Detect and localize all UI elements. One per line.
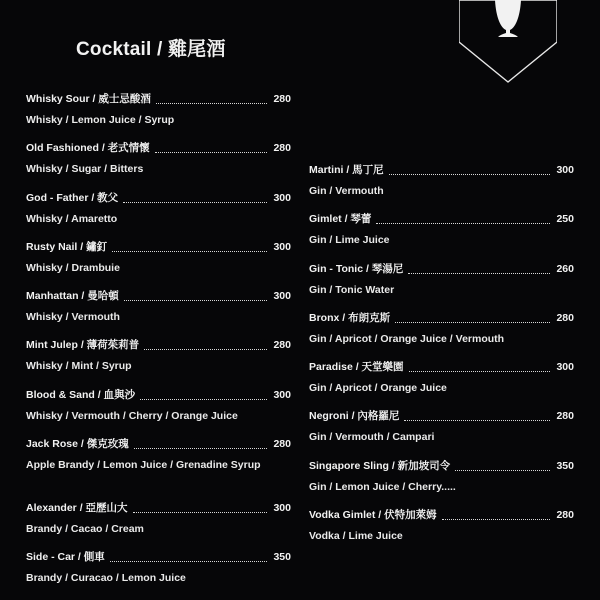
- menu-item-header: [309, 311, 574, 325]
- drink-price: 280: [273, 142, 291, 155]
- menu-item-header: [26, 191, 291, 205]
- drink-price: 350: [273, 551, 291, 564]
- menu-item-header: [26, 240, 291, 254]
- drink-name: God - Father / 教父: [26, 191, 119, 204]
- menu-item: [26, 141, 291, 190]
- menu-item-header: [309, 409, 574, 423]
- dot-leader: [140, 390, 267, 400]
- drink-ingredients: Whisky / Drambuie: [26, 261, 120, 274]
- menu-item-header: [309, 459, 574, 473]
- drink-ingredients: Whisky / Sugar / Bitters: [26, 163, 144, 176]
- menu-item-header: [309, 262, 574, 276]
- menu-item-header: [26, 501, 291, 515]
- dot-leader: [389, 165, 551, 175]
- menu-item: [26, 191, 291, 240]
- menu-item: [309, 409, 574, 458]
- drink-name: Alexander / 亞歷山大: [26, 502, 128, 515]
- drink-ingredients: Whisky / Vermouth / Cherry / Orange Juice: [26, 409, 238, 422]
- dot-leader: [395, 313, 550, 323]
- drink-ingredients: Whisky / Vermouth: [26, 311, 120, 324]
- menu-item: [309, 163, 574, 212]
- menu-item-header: [309, 212, 574, 226]
- menu-item: [26, 240, 291, 289]
- menu-item-header: [26, 338, 291, 352]
- dot-leader: [455, 461, 550, 471]
- drink-price: 280: [273, 93, 291, 105]
- drink-name: Paradise / 天堂樂園: [309, 361, 404, 374]
- drink-ingredients: Whisky / Mint / Syrup: [26, 360, 132, 373]
- right-menu-column: [309, 163, 574, 557]
- dot-leader: [376, 214, 550, 224]
- drink-ingredients: Whisky / Lemon Juice / Syrup: [26, 114, 175, 126]
- dot-leader: [409, 362, 551, 372]
- menu-item-header: [26, 92, 291, 106]
- menu-item: [309, 459, 574, 508]
- menu-item-header: [309, 163, 574, 177]
- menu-item-header: [309, 360, 574, 374]
- drink-ingredients: Brandy / Cacao / Cream: [26, 523, 144, 536]
- drink-name: Side - Car / 側車: [26, 551, 105, 564]
- drink-name: Mint Julep / 薄荷茱莉普: [26, 339, 140, 352]
- drink-ingredients: Gin / Apricot / Orange Juice: [309, 382, 447, 395]
- drink-price: 280: [556, 509, 574, 522]
- drink-price: 300: [556, 164, 574, 176]
- drink-price: 280: [556, 410, 574, 423]
- drink-price: 280: [273, 438, 291, 451]
- drink-name: Manhattan / 曼哈頓: [26, 290, 119, 303]
- menu-item: [26, 338, 291, 387]
- menu-item-header: [26, 289, 291, 303]
- dot-leader: [404, 411, 550, 421]
- dot-leader: [155, 143, 268, 153]
- menu-item: [26, 92, 291, 141]
- dot-leader: [134, 439, 268, 449]
- drink-name: Blood & Sand / 血與沙: [26, 388, 136, 401]
- dot-leader: [408, 264, 550, 274]
- menu-item: [309, 311, 574, 360]
- drink-name: Singapore Sling / 新加坡司令: [309, 459, 451, 472]
- dot-leader: [112, 242, 267, 252]
- menu-item-header: [309, 508, 574, 522]
- drink-price: 300: [273, 240, 291, 253]
- menu-item: [309, 360, 574, 409]
- menu-item: [309, 212, 574, 261]
- drink-name: Negroni / 內格羅尼: [309, 410, 400, 423]
- drink-price: 300: [273, 388, 291, 401]
- dot-leader: [144, 340, 267, 350]
- drink-price: 280: [273, 339, 291, 352]
- menu-item-header: [26, 388, 291, 402]
- cocktail-badge: [459, 0, 557, 84]
- drink-name: Martini / 馬丁尼: [309, 164, 384, 176]
- drink-ingredients: Gin / Apricot / Orange Juice / Vermouth: [309, 332, 505, 345]
- drink-price: 280: [556, 311, 574, 324]
- dot-leader: [123, 193, 267, 203]
- dot-leader: [133, 503, 268, 513]
- drink-ingredients: Brandy / Curacao / Lemon Juice: [26, 572, 186, 585]
- drink-name: Bronx / 布朗克斯: [309, 311, 391, 324]
- drink-ingredients: Gin / Vermouth / Campari: [309, 431, 435, 444]
- dot-leader: [110, 552, 268, 562]
- drink-ingredients: Gin / Tonic Water: [309, 283, 395, 296]
- menu-item: [309, 262, 574, 311]
- drink-ingredients: Gin / Lemon Juice / Cherry.....: [309, 480, 456, 493]
- drink-price: 300: [273, 290, 291, 303]
- drink-price: 260: [556, 262, 574, 275]
- drink-name: Rusty Nail / 鏽釘: [26, 240, 108, 253]
- drink-price: 300: [273, 502, 291, 515]
- drink-ingredients: Apple Brandy / Lemon Juice / Grenadine Syrup: [26, 459, 261, 472]
- drink-name: Gin - Tonic / 琴湯尼: [309, 262, 404, 275]
- menu-item: [26, 550, 291, 599]
- drink-ingredients: Gin / Lime Juice: [309, 234, 390, 247]
- drink-name: Jack Rose / 傑克玫瑰: [26, 438, 129, 451]
- menu-item-header: [26, 437, 291, 451]
- menu-item: [26, 388, 291, 437]
- dot-leader: [442, 510, 551, 520]
- drink-name: Vodka Gimlet / 伏特加萊姆: [309, 509, 437, 522]
- menu-item: [26, 289, 291, 338]
- drink-ingredients: Vodka / Lime Juice: [309, 530, 403, 543]
- drink-name: Whisky Sour / 威士忌酸酒: [26, 93, 151, 105]
- dot-leader: [124, 291, 268, 301]
- dot-leader: [156, 94, 268, 104]
- menu-item-header: [26, 141, 291, 155]
- menu-item: [309, 508, 574, 557]
- drink-ingredients: Whisky / Amaretto: [26, 212, 118, 225]
- drink-name: Gimlet / 琴蕾: [309, 213, 372, 226]
- drink-price: 250: [556, 213, 574, 226]
- drink-price: 300: [556, 361, 574, 374]
- menu-item-header: [26, 550, 291, 564]
- drink-price: 300: [273, 191, 291, 204]
- menu-item: [26, 437, 291, 501]
- page-title: Cocktail / 雞尾酒: [76, 39, 226, 60]
- drink-price: 350: [556, 459, 574, 472]
- drink-name: Old Fashioned / 老式情懷: [26, 142, 150, 155]
- menu-item: [26, 501, 291, 550]
- drink-ingredients: Gin / Vermouth: [309, 185, 384, 197]
- left-menu-column: [26, 92, 291, 600]
